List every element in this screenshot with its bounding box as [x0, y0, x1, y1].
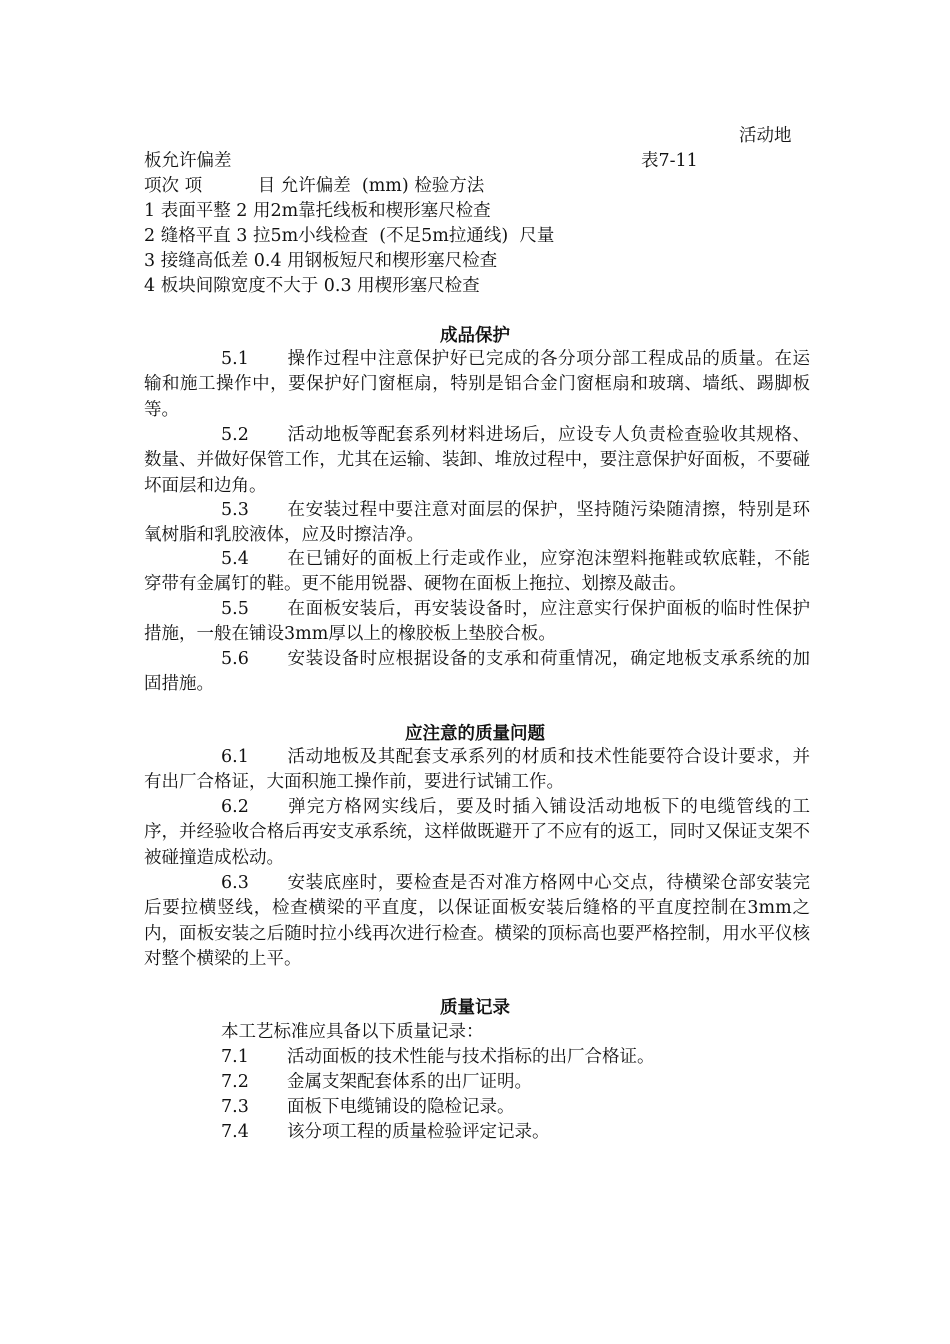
record-text: 面板下电缆铺设的隐检记录。 — [287, 1097, 515, 1117]
paragraph-number: 5.6 — [221, 649, 249, 669]
paragraph-number: 5.2 — [221, 425, 249, 445]
record-number: 7.4 — [221, 1122, 249, 1142]
table-title-tail: 活动地 — [739, 126, 792, 146]
paragraph-number: 6.3 — [221, 873, 249, 893]
paragraph-5-6 — [144, 647, 810, 698]
paragraph-5-3 — [144, 498, 810, 549]
paragraph-number: 5.5 — [221, 599, 249, 619]
section-heading-quality-records: 质量记录 — [440, 998, 510, 1018]
paragraph-text: 在面板安装后，再安装设备时，应注意实行保护面板的临时性保护措施，一般在铺设3mm厚以上的橡胶板上垫胶合板。 — [144, 599, 810, 645]
table-row: 2 缝格平直 3 拉5m小线检查 (不足5m拉通线) 尺量 — [144, 226, 555, 246]
record-number: 7.3 — [221, 1097, 249, 1117]
record-item — [221, 1095, 515, 1119]
paragraph-number: 6.2 — [221, 797, 249, 817]
record-number: 7.2 — [221, 1072, 249, 1092]
records-intro: 本工艺标准应具备以下质量记录： — [221, 1022, 484, 1042]
record-item — [221, 1070, 532, 1094]
table-header-row: 项次 项 目 允许偏差 (mm) 检验方法 — [144, 176, 485, 196]
paragraph-5-1 — [144, 347, 810, 423]
record-item — [221, 1045, 655, 1069]
paragraph-text: 弹完方格网实线后，要及时插入铺设活动地板下的电缆管线的工序，并经验收合格后再安支承系统，这样做既避开了不应有的返工，同时又保证支架不被碰撞造成松动。 — [144, 797, 810, 868]
paragraph-number: 5.3 — [221, 500, 249, 520]
table-number: 表7-11 — [641, 151, 698, 171]
paragraph-number: 5.4 — [221, 549, 249, 569]
paragraph-5-4 — [144, 547, 810, 598]
paragraph-text: 活动地板及其配套支承系列的材质和技术性能要符合设计要求，并有出厂合格证，大面积施工操作前，要进行试铺工作。 — [144, 747, 810, 793]
paragraph-text: 在安装过程中要注意对面层的保护，坚持随污染随清擦，特别是环氧树脂和乳胶液体，应及时擦洁净。 — [144, 500, 810, 546]
paragraph-text: 在已铺好的面板上行走或作业，应穿泡沫塑料拖鞋或软底鞋，不能穿带有金属钉的鞋。更不能用锐器、硬物在面板上拖拉、划擦及敲击。 — [144, 549, 810, 595]
paragraph-6-3 — [144, 871, 810, 972]
paragraph-number: 6.1 — [221, 747, 249, 767]
paragraph-text: 安装底座时，要检查是否对准方格网中心交点，待横梁仓部安装完后要拉横竖线，检查横梁的平直度，以保证面板安装后缝格的平直度控制在3mm之内，面板安装之后随时拉小线再次进行检查。横梁的顶标高也要严格控制，用水平仪核对整个横梁的上平。 — [144, 873, 810, 969]
paragraph-text: 活动地板等配套系列材料进场后，应设专人负责检查验收其规格、数量、并做好保管工作，尤其在运输、装卸、堆放过程中，要注意保护好面板，不要碰坏面层和边角。 — [144, 425, 810, 496]
record-text: 金属支架配套体系的出厂证明。 — [287, 1072, 532, 1092]
record-item — [221, 1120, 550, 1144]
section-heading-quality-issues: 应注意的质量问题 — [405, 724, 545, 744]
record-number: 7.1 — [221, 1047, 249, 1067]
record-text: 该分项工程的质量检验评定记录。 — [287, 1122, 550, 1142]
paragraph-5-5 — [144, 597, 810, 648]
paragraph-number: 5.1 — [221, 349, 249, 369]
paragraph-text: 安装设备时应根据设备的支承和荷重情况，确定地板支承系统的加固措施。 — [144, 649, 810, 695]
record-text: 活动面板的技术性能与技术指标的出厂合格证。 — [287, 1047, 655, 1067]
paragraph-6-2 — [144, 795, 810, 871]
section-heading-product-protection: 成品保护 — [440, 326, 510, 346]
table-title-head: 板允许偏差 — [144, 151, 232, 171]
table-row: 4 板块间隙宽度不大于 0.3 用楔形塞尺检查 — [144, 276, 480, 296]
paragraph-5-2 — [144, 423, 810, 499]
table-row: 1 表面平整 2 用2m靠托线板和楔形塞尺检查 — [144, 201, 491, 221]
paragraph-6-1 — [144, 745, 810, 796]
table-row: 3 接缝高低差 0.4 用钢板短尺和楔形塞尺检查 — [144, 251, 498, 271]
paragraph-text: 操作过程中注意保护好已完成的各分项分部工程成品的质量。在运输和施工操作中，要保护好门窗框扇，特别是铝合金门窗框扇和玻璃、墙纸、踢脚板等。 — [144, 349, 810, 420]
